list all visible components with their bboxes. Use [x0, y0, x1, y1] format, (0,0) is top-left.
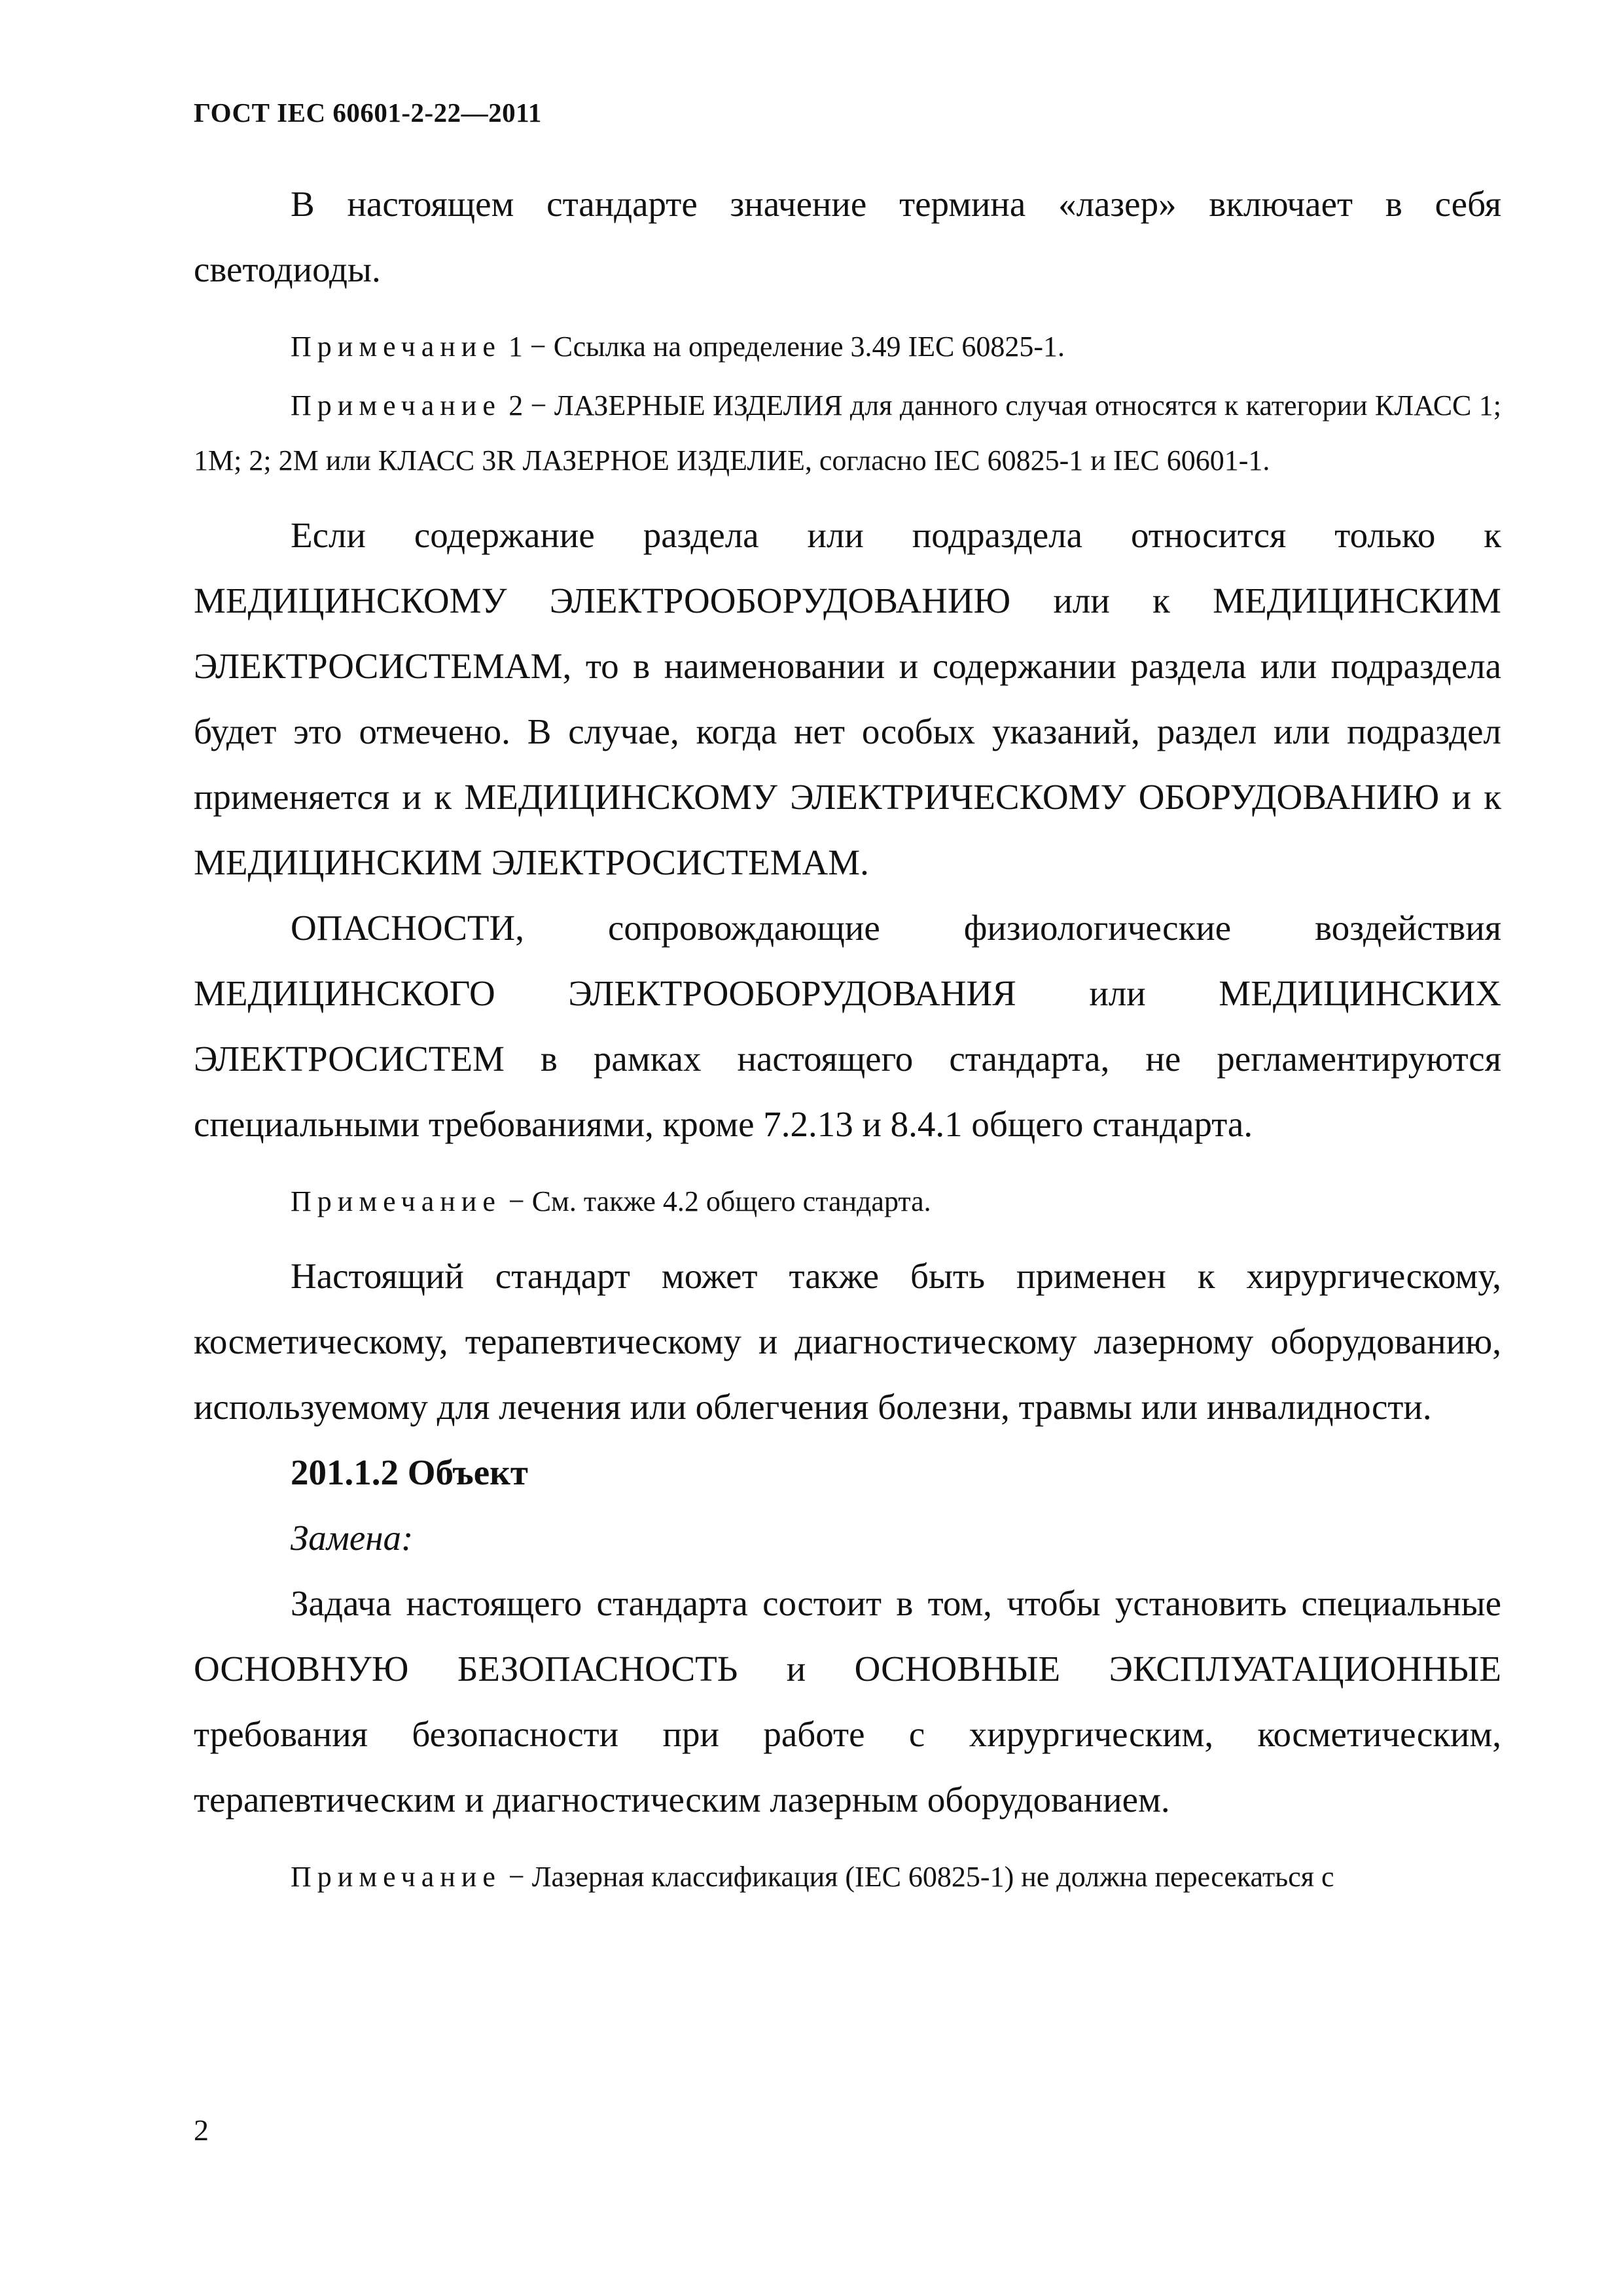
note-text: − Лазерная классификация (IEC 60825-1) не должна пересекаться с	[501, 1861, 1334, 1893]
note-label: Примечание	[291, 389, 501, 422]
note-label: Примечание	[291, 1861, 501, 1893]
note-1	[194, 319, 1501, 374]
section-heading: 201.1.2 Объект	[291, 1452, 528, 1492]
replacement-label: Замена:	[291, 1518, 414, 1558]
note-text: 2 − ЛАЗЕРНЫЕ ИЗДЕЛИЯ для данного случая относятся к категории КЛАСС 1; 1М; 2; 2М или КЛАСС 3R ЛАЗЕРНОЕ ИЗДЕЛИЕ, согласно IEC 60825-1 и IEC 60601-1.	[194, 389, 1501, 476]
note-label: Примечание	[291, 1185, 501, 1217]
document-code-header: ГОСТ IEC 60601-2-22—2011	[194, 98, 542, 128]
note-text: 1 − Ссылка на определение 3.49 IEC 60825-1.	[501, 331, 1065, 363]
note-text: − См. также 4.2 общего стандарта.	[501, 1185, 931, 1217]
note-2	[194, 378, 1501, 488]
note-4	[194, 1850, 1501, 1905]
note-label: Примечание	[291, 331, 501, 363]
paragraph-hazards: ОПАСНОСТИ, сопровождающие физиологические воздействия МЕДИЦИНСКОГО ЭЛЕКТРООБОРУДОВАНИЯ или МЕДИЦИНСКИХ ЭЛЕКТРОСИСТЕМ в рамках настоящего стандарта, не регламентируются специальными требованиями, кроме 7.2.13 и 8.4.1 общего стандарта.	[194, 908, 1501, 1144]
note-3	[194, 1174, 1501, 1229]
paragraph-scope-extension: Настоящий стандарт может также быть применен к хирургическому, косметическому, терапевтическому и диагностическому лазерному оборудованию, используемому для лечения или облегчения болезни, травмы или инвалидности.	[194, 1256, 1501, 1427]
paragraph-applicability: Если содержание раздела или подраздела относится только к МЕДИЦИНСКОМУ ЭЛЕКТРООБОРУДОВАНИЮ или к МЕДИЦИНСКИМ ЭЛЕКТРОСИСТЕМАМ, то в наименовании и содержании раздела или подраздела будет это отмечено. В случае, когда нет особых указаний, раздел или подраздел применяется и к МЕДИЦИНСКОМУ ЭЛЕКТРИЧЕСКОМУ ОБОРУДОВАНИЮ и к МЕДИЦИНСКИМ ЭЛЕКТРОСИСТЕМАМ.	[194, 515, 1501, 882]
paragraph-objective: Задача настоящего стандарта состоит в том, чтобы установить специальные ОСНОВНУЮ БЕЗОПАСНОСТЬ и ОСНОВНЫЕ ЭКСПЛУАТАЦИОННЫЕ требования безопасности при работе с хирургическим, косметическим, терапевтическим и диагностическим лазерным оборудованием.	[194, 1583, 1501, 1820]
paragraph-laser-term: В настоящем стандарте значение термина «лазер» включает в себя светодиоды.	[194, 184, 1501, 289]
page-number: 2	[194, 2113, 209, 2147]
document-body	[194, 171, 1501, 1905]
